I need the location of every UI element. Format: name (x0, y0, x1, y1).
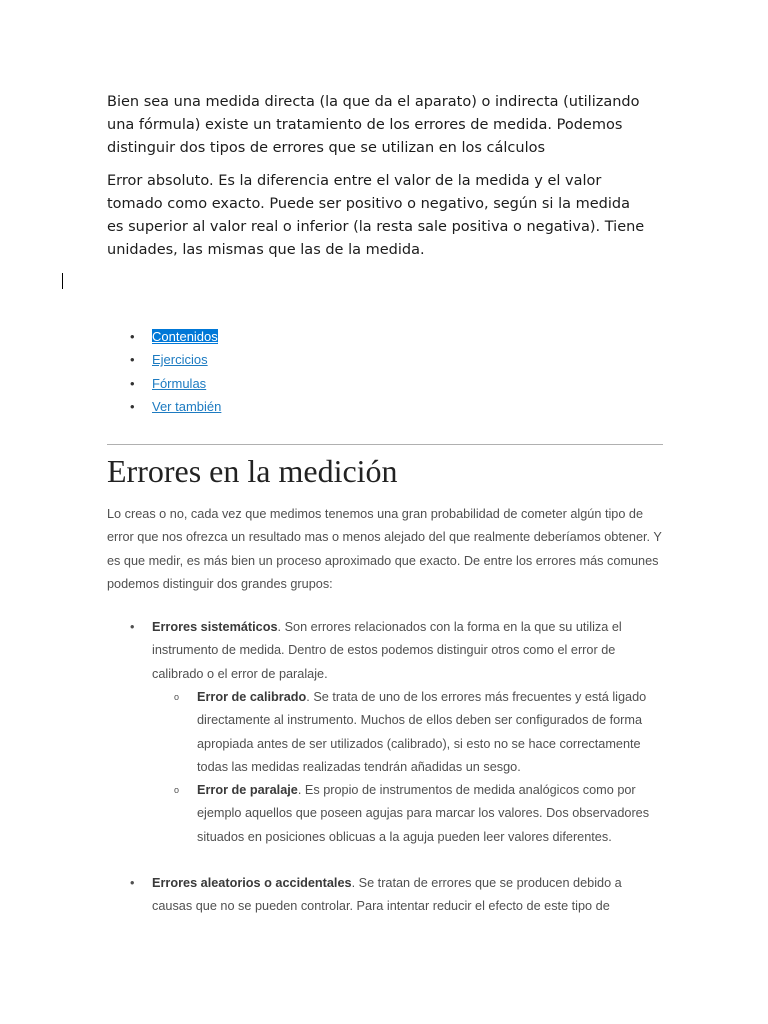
bullet-icon: • (130, 620, 135, 634)
toc-item-ejercicios (130, 350, 221, 373)
toc-item-ver-tambien (130, 397, 221, 420)
list-item-errores-aleatorios (130, 872, 664, 919)
bullet-icon: • (130, 375, 135, 391)
intro-paragraph-2: Error absoluto. Es la diferencia entre el valor de la medida y el valor tomado como exacto. Puede ser positivo o negativo, según si la medida es superior al valor real o inferior (la resta sale positiva o negativa). Tiene unidades, las mismas que las de la medida. (107, 173, 645, 258)
text-cursor (62, 273, 63, 289)
circle-bullet-icon: o (174, 785, 180, 795)
toc-item-contenidos (130, 327, 221, 350)
term-error-de-paralaje: Error de paralaje (197, 783, 298, 797)
list-item-errores-sistematicos (130, 616, 664, 686)
toc-link-contenidos[interactable]: Contenidos (152, 329, 218, 344)
bullet-icon: • (130, 876, 135, 890)
description-error-de-calibrado: . Se trata de uno de los errores más frecuentes y está ligado directamente al instrumento. Muchos de ellos deben ser configurados de forma apropiada antes de ser utilizados (calibrado), si esto no se hace correctamente todas las medidas realizadas tendrán añadidas un sesgo. (197, 690, 647, 775)
contents-list (130, 327, 221, 420)
description-errores-sistematicos: . Son errores relacionados con la forma en la que su utiliza el instrumento de medida. Dentro de estos podemos distinguir otros como el error de calibrado o el error de paralaje. (152, 620, 622, 681)
article-intro: Lo creas o no, cada vez que medimos tenemos una gran probabilidad de cometer algún tipo de error que nos ofrezca un resultado mas o menos alejado del que realmente deberíamos obtener. Y es que medir, es más bien un proceso aproximado que exacto. De entre los errores más comunes podemos distinguir dos grandes grupos: (107, 507, 662, 592)
toc-link-ejercicios[interactable]: Ejercicios (152, 352, 208, 368)
list-item-error-de-calibrado (174, 686, 664, 780)
section-divider (107, 444, 663, 445)
toc-link-ver-tambien[interactable]: Ver también (152, 398, 222, 414)
bullet-icon: • (130, 329, 135, 344)
term-errores-sistematicos: Errores sistemáticos (152, 620, 278, 634)
bullet-icon: • (130, 352, 135, 368)
term-errores-aleatorios: Errores aleatorios o accidentales (152, 876, 352, 890)
toc-item-formulas (130, 374, 221, 397)
term-error-de-calibrado: Error de calibrado (197, 690, 307, 704)
list-item-error-de-paralaje (174, 779, 664, 849)
description-errores-aleatorios: . Se tratan de errores que se producen debido a causas que no se pueden controlar. Para intentar reducir el efecto de este tipo de (152, 876, 622, 914)
section-heading: Errores en la medición (107, 453, 398, 489)
circle-bullet-icon: o (174, 692, 180, 702)
bullet-icon: • (130, 398, 135, 414)
intro-paragraph-1: Bien sea una medida directa (la que da el aparato) o indirecta (utilizando una fórmula) existe un tratamiento de los errores de medida. Podemos distinguir dos tipos de errores que se utilizan en los cálculos (107, 94, 640, 156)
toc-link-formulas[interactable]: Fórmulas (152, 375, 207, 391)
description-error-de-paralaje: . Es propio de instrumentos de medida analógicos como por ejemplo aquellos que poseen agujas para marcar los valores. Dos observadores situados en posiciones oblicuas a la aguja pueden leer valores diferentes. (197, 783, 650, 844)
